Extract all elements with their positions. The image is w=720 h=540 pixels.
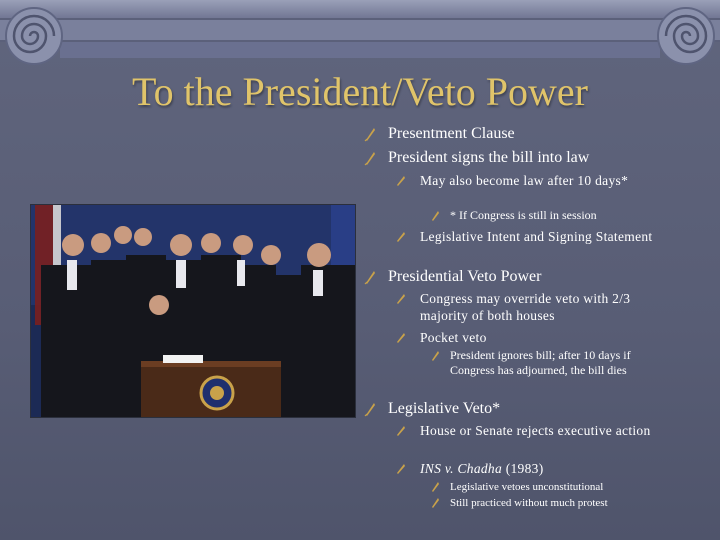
bullet-text: Presidential Veto Power — [388, 268, 542, 285]
quill-bullet-icon — [394, 329, 408, 346]
quill-bullet-icon — [362, 146, 378, 170]
list-item — [362, 122, 515, 146]
quill-bullet-icon — [362, 122, 378, 146]
quill-bullet-icon — [394, 228, 408, 245]
list-item — [362, 146, 589, 170]
bullet-text: Still practiced without much protest — [450, 497, 608, 509]
quill-bullet-icon — [362, 397, 378, 421]
list-item — [394, 172, 656, 189]
list-item — [430, 495, 670, 511]
bullet-text: President ignores bill; after 10 days if Congress has adjourned, the bill dies — [450, 348, 631, 377]
quill-bullet-icon — [394, 422, 408, 439]
column-capital-decoration — [0, 0, 720, 72]
bill-signing-photo — [30, 204, 356, 418]
bullet-text: Legislative vetoes unconstitutional — [450, 481, 604, 493]
bullet-text: Legislative Veto* — [388, 400, 501, 417]
bullet-text: May also become law after 10 days* — [420, 173, 629, 188]
case-citation — [420, 460, 544, 477]
bullet-text: Presentment Clause — [388, 125, 515, 142]
list-item — [362, 265, 541, 289]
list-item — [430, 208, 670, 223]
list-item — [394, 422, 656, 439]
quill-bullet-icon — [430, 208, 442, 223]
bullet-text: Legislative Intent and Signing Statement — [420, 229, 653, 244]
bullet-text: Congress may override veto with 2/3 majority of both houses — [420, 291, 631, 323]
quill-bullet-icon — [430, 348, 442, 363]
list-item — [430, 479, 670, 495]
list-item — [394, 228, 656, 245]
bullet-text: * If Congress is still in session — [450, 208, 597, 222]
quill-bullet-icon — [394, 460, 408, 477]
list-item — [394, 329, 656, 346]
slide-title: To the President/Veto Power — [131, 69, 588, 114]
list-item — [394, 460, 656, 477]
case-year: (1983) — [502, 461, 544, 476]
list-item — [430, 348, 658, 378]
quill-bullet-icon — [394, 290, 408, 307]
quill-bullet-icon — [394, 172, 408, 189]
bullet-text: House or Senate rejects executive action — [420, 423, 651, 438]
bullet-text: Pocket veto — [420, 330, 487, 345]
quill-bullet-icon — [430, 495, 442, 511]
left-volute-icon — [6, 8, 62, 64]
case-name: INS v. Chadha — [420, 461, 503, 476]
list-item — [362, 397, 500, 421]
list-item — [394, 290, 656, 324]
quill-bullet-icon — [430, 479, 442, 495]
quill-bullet-icon — [362, 265, 378, 289]
right-volute-icon — [658, 8, 714, 64]
bullet-text: President signs the bill into law — [388, 149, 590, 166]
